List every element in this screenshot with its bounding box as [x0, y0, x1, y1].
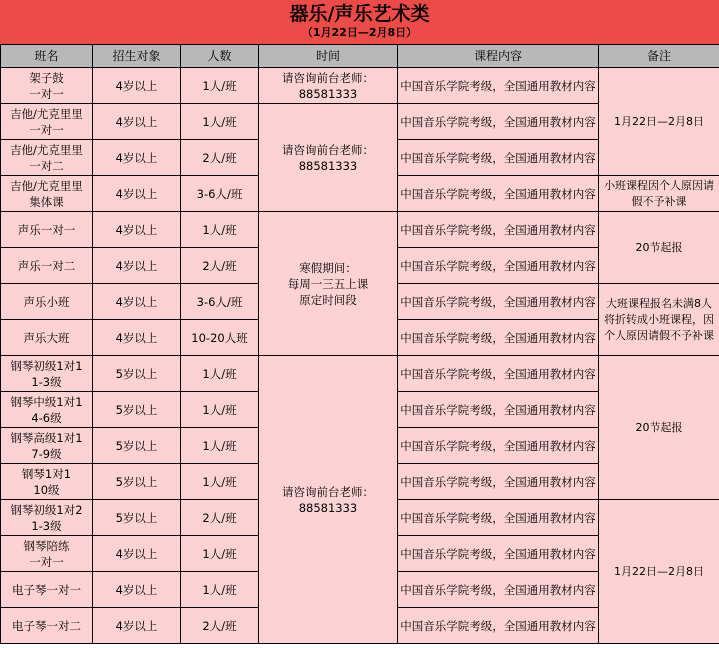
age-cell: 4岁以上	[93, 140, 181, 176]
course-content-cell: 中国音乐学院考级，全国通用教材内容	[398, 320, 599, 356]
course-content-cell: 中国音乐学院考级，全国通用教材内容	[398, 248, 599, 284]
page-subtitle: （1月22日—2月8日）	[301, 26, 418, 39]
header-target-age: 招生对象	[93, 45, 181, 68]
class-size-cell: 1人/班	[181, 212, 259, 248]
remarks-cell: 20节起报	[599, 212, 719, 284]
class-size-cell: 2人/班	[181, 500, 259, 536]
class-size-cell: 3-6人/班	[181, 176, 259, 212]
age-cell: 4岁以上	[93, 608, 181, 644]
class-size-cell: 2人/班	[181, 608, 259, 644]
class-name-cell: 电子琴一对二	[1, 608, 93, 644]
class-name-cell: 钢琴陪练 一对一	[1, 536, 93, 572]
remarks-cell: 大班课程报名未满8人将折转成小班课程，因个人原因请假不予补课	[599, 284, 719, 356]
age-cell: 4岁以上	[93, 176, 181, 212]
age-cell: 4岁以上	[93, 68, 181, 104]
class-size-cell: 1人/班	[181, 68, 259, 104]
remarks-cell: 1月22日—2月8日	[599, 500, 719, 644]
age-cell: 4岁以上	[93, 248, 181, 284]
age-cell: 5岁以上	[93, 464, 181, 500]
age-cell: 4岁以上	[93, 320, 181, 356]
class-name-cell: 声乐小班	[1, 284, 93, 320]
course-content-cell: 中国音乐学院考级，全国通用教材内容	[398, 104, 599, 140]
course-content-cell: 中国音乐学院考级，全国通用教材内容	[398, 68, 599, 104]
class-size-cell: 3-6人/班	[181, 284, 259, 320]
table-row	[1, 212, 719, 248]
age-cell: 4岁以上	[93, 104, 181, 140]
age-cell: 4岁以上	[93, 212, 181, 248]
class-size-cell: 2人/班	[181, 248, 259, 284]
course-content-cell: 中国音乐学院考级，全国通用教材内容	[398, 572, 599, 608]
header-remarks: 备注	[599, 45, 719, 68]
class-name-cell: 声乐一对二	[1, 248, 93, 284]
class-size-cell: 1人/班	[181, 428, 259, 464]
class-size-cell: 1人/班	[181, 536, 259, 572]
course-content-cell: 中国音乐学院考级，全国通用教材内容	[398, 140, 599, 176]
table-row	[1, 68, 719, 104]
course-content-cell: 中国音乐学院考级，全国通用教材内容	[398, 212, 599, 248]
course-content-cell: 中国音乐学院考级，全国通用教材内容	[398, 428, 599, 464]
title-banner	[0, 0, 719, 44]
class-name-cell: 架子鼓 一对一	[1, 68, 93, 104]
age-cell: 5岁以上	[93, 428, 181, 464]
class-size-cell: 1人/班	[181, 356, 259, 392]
time-cell: 请咨询前台老师： 88581333	[259, 356, 398, 644]
class-name-cell: 钢琴高级1对1 7-9级	[1, 428, 93, 464]
class-name-cell: 钢琴中级1对1 4-6级	[1, 392, 93, 428]
course-content-cell: 中国音乐学院考级，全国通用教材内容	[398, 284, 599, 320]
course-content-cell: 中国音乐学院考级，全国通用教材内容	[398, 464, 599, 500]
header-course-content: 课程内容	[398, 45, 599, 68]
header-row	[1, 45, 719, 68]
header-class-size: 人数	[181, 45, 259, 68]
age-cell: 4岁以上	[93, 284, 181, 320]
time-cell: 寒假期间： 每周一三五上课 原定时间段	[259, 212, 398, 356]
class-size-cell: 1人/班	[181, 104, 259, 140]
course-content-cell: 中国音乐学院考级，全国通用教材内容	[398, 536, 599, 572]
age-cell: 4岁以上	[93, 536, 181, 572]
remarks-cell: 1月22日—2月8日	[599, 68, 719, 176]
time-cell: 请咨询前台老师： 88581333	[259, 68, 398, 104]
header-class-name: 班名	[1, 45, 93, 68]
class-name-cell: 钢琴初级1对2 1-3级	[1, 500, 93, 536]
class-name-cell: 声乐大班	[1, 320, 93, 356]
class-size-cell: 10-20人班	[181, 320, 259, 356]
class-name-cell: 吉他/尤克里里 一对一	[1, 104, 93, 140]
class-size-cell: 2人/班	[181, 140, 259, 176]
age-cell: 5岁以上	[93, 500, 181, 536]
course-content-cell: 中国音乐学院考级，全国通用教材内容	[398, 500, 599, 536]
age-cell: 5岁以上	[93, 356, 181, 392]
class-name-cell: 钢琴1对1 10级	[1, 464, 93, 500]
schedule-table	[0, 44, 719, 644]
remarks-cell: 小班课程因个人原因请假不予补课	[599, 176, 719, 212]
time-cell: 请咨询前台老师： 88581333	[259, 104, 398, 212]
header-time: 时间	[259, 45, 398, 68]
class-name-cell: 电子琴一对一	[1, 572, 93, 608]
remarks-cell: 20节起报	[599, 356, 719, 500]
class-size-cell: 1人/班	[181, 572, 259, 608]
course-content-cell: 中国音乐学院考级，全国通用教材内容	[398, 608, 599, 644]
class-size-cell: 1人/班	[181, 464, 259, 500]
class-name-cell: 声乐一对一	[1, 212, 93, 248]
page-title: 器乐/声乐艺术类	[289, 3, 430, 25]
class-size-cell: 1人/班	[181, 392, 259, 428]
class-name-cell: 吉他/尤克里里 一对二	[1, 140, 93, 176]
class-name-cell: 吉他/尤克里里 集体课	[1, 176, 93, 212]
table-row	[1, 356, 719, 392]
class-name-cell: 钢琴初级1对1 1-3级	[1, 356, 93, 392]
age-cell: 5岁以上	[93, 392, 181, 428]
age-cell: 4岁以上	[93, 572, 181, 608]
course-content-cell: 中国音乐学院考级，全国通用教材内容	[398, 176, 599, 212]
course-content-cell: 中国音乐学院考级，全国通用教材内容	[398, 392, 599, 428]
course-content-cell: 中国音乐学院考级，全国通用教材内容	[398, 356, 599, 392]
